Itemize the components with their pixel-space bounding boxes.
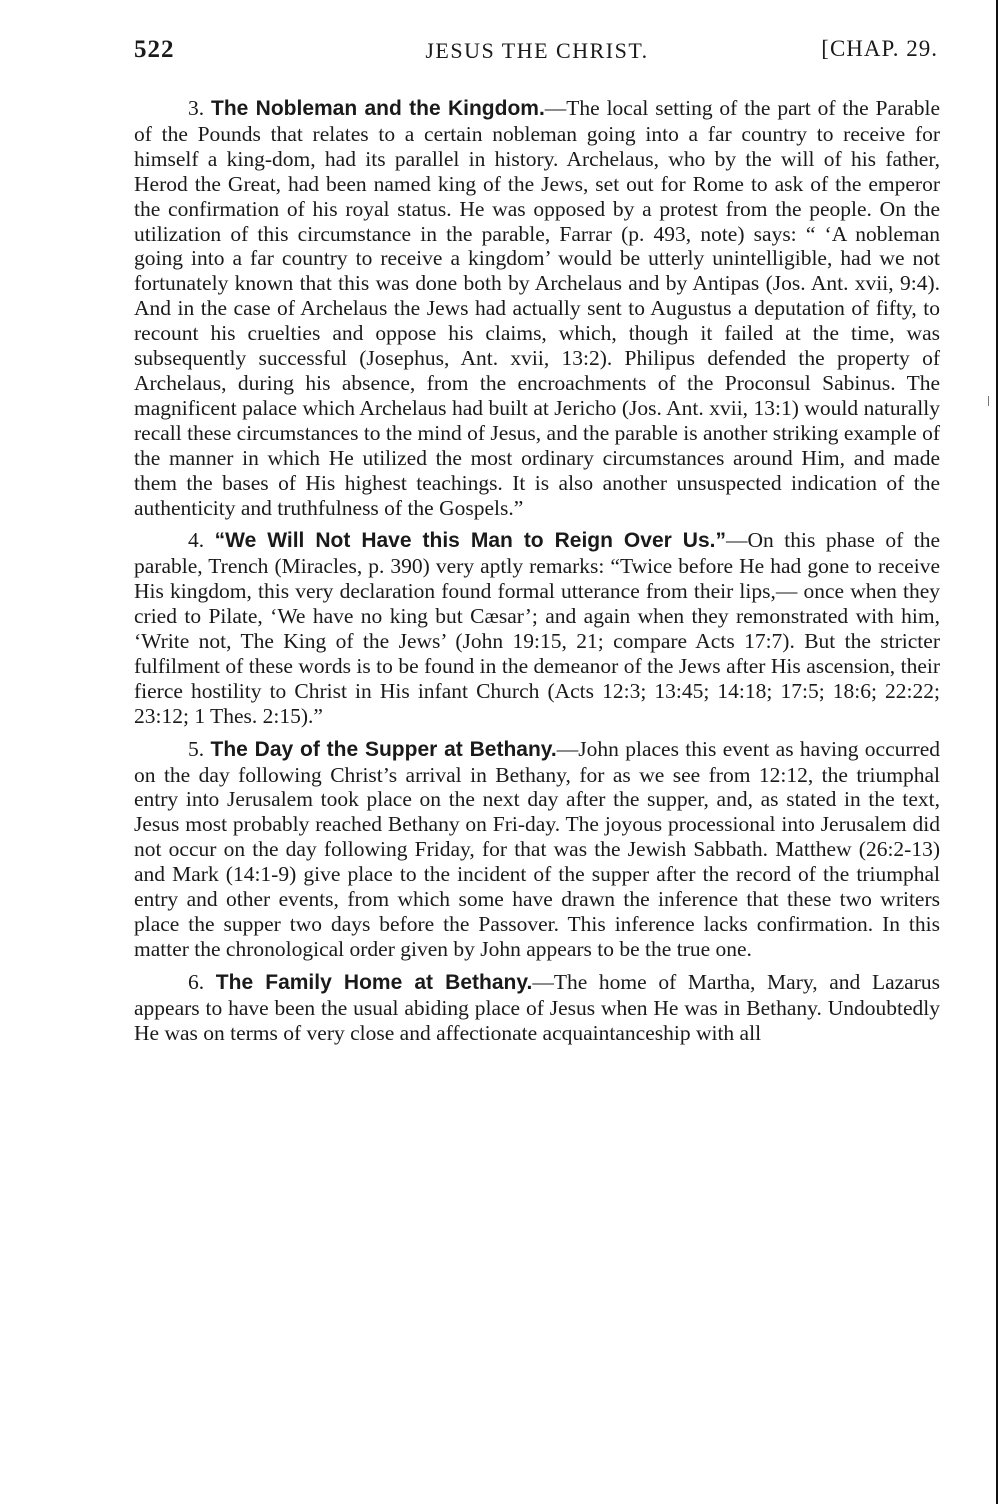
note-paragraph <box>134 737 940 962</box>
note-title: The Family Home at Bethany. <box>215 970 533 994</box>
note-title: The Day of the Supper at Bethany. <box>210 737 557 761</box>
note-text: —The local setting of the part of the Parable of the Pounds that relates to a certain nobleman going into a far country to receive for himself a king-dom, had its parallel in history. Archelaus, who by the will of his father, Herod the Great, had been named king of the Jews, set out for Rome to ask of the emperor the confirmation of his royal status. He was opposed by a protest from the people. On the utilization of this circumstance in the parable, Farrar (p. 493, note) says: “ ‘A nobleman going into a far country to receive a kingdom’ would be utterly unintelligible, had we not fortunately known that this was done both by Archelaus and by Antipas (Jos. Ant. xvii, 9:4). And in the case of Archelaus the Jews had actually sent to Augustus a deputation of fifty, to recount his cruelties and oppose his claims, which, though it failed at the time, was subsequently successful (Josephus, Ant. xvii, 13:2). Philipus defended the property of Archelaus, during his absence, from the encroachments of the Proconsul Sabinus. The magnificent palace which Archelaus had built at Jericho (Jos. Ant. xvii, 13:1) would naturally recall these circumstances to the mind of Jesus, and the parable is another striking example of the manner in which He utilized the most ordinary circumstances around Him, and made them the bases of His highest teachings. It is also another unsuspected indication of the authenticity and truthfulness of the Gospels.” <box>134 96 940 520</box>
chapter-label: [CHAP. 29. <box>821 36 938 61</box>
note-text: —On this phase of the parable, Trench (Miracles, p. 390) very aptly remarks: “Twice before He had gone to receive His kingdom, this very declaration found formal utterance from their lips,— once when they cried to Pilate, ‘We have no king but Cæsar’; and again when they remonstrated with him, ‘Write not, The King of the Jews’ (John 19:15, 21; compare Acts 17:7). But the stricter fulfilment of these words is to be found in the demeanor of the Jews after His ascension, their fierce hostility to Christ in His infant Church (Acts 12:3; 13:45; 14:18; 17:5; 18:6; 22:22; 23:12; 1 Thes. 2:15).” <box>134 528 941 728</box>
running-title: JESUS THE CHRIST. <box>425 38 649 63</box>
note-text: —The home of Martha, Mary, and Lazarus appears to have been the usual abiding place of Jesus when He was in Bethany. Undoubtedly He was on terms of very close and affectionate acquaintanceship with all <box>134 969 940 1045</box>
note-number: 3. <box>188 96 205 120</box>
note-paragraph <box>134 96 940 520</box>
note-title: “We Will Not Have this Man to Reign Over Us.” <box>214 529 726 553</box>
note-number: 5. <box>188 736 205 761</box>
page-number: 522 <box>134 36 175 63</box>
note-text: —John places this event as having occurred on the day following Christ’s arrival in Bethany, for as we see from 12:12, the triumphal entry into Jerusalem took place on the next day after the supper, and, as stated in the text, Jesus most probably reached Bethany on Fri-day. The joyous processional into Jerusalem did not occur on the day following Friday, for that was the Jewish Sabbath. Matthew (26:2-13) and Mark (14:1-9) give place to the incident of the supper after the record of the triumphal entry and other events, from which some have drawn the inference that these two writers place the supper two days before the Passover. This inference lacks confirmation. In this matter the chronological order given by John appears to be the true one. <box>134 736 941 961</box>
note-number: 4. <box>188 528 205 553</box>
note-number: 6. <box>188 969 205 994</box>
scan-edge-line <box>996 0 998 1504</box>
notes-section <box>134 96 940 1046</box>
book-page <box>134 28 940 1054</box>
note-title: The Nobleman and the Kingdom. <box>211 97 545 120</box>
scan-margin-mark <box>988 396 989 406</box>
note-paragraph <box>134 970 940 1046</box>
running-header <box>134 28 940 72</box>
note-paragraph <box>134 528 940 728</box>
